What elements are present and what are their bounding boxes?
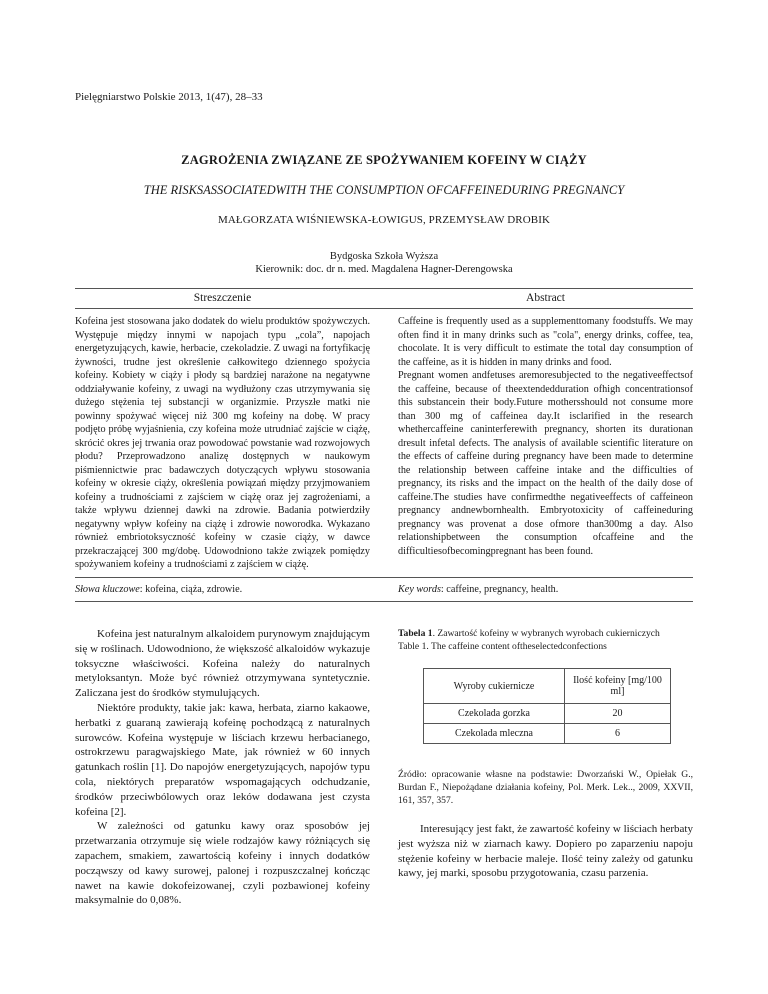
table-caption-pl-text: . Zawartość kofeiny w wybranych wyrobach cukierniczych xyxy=(432,628,660,639)
abstract-en-heading: Abstract xyxy=(526,292,565,304)
abstract-pl-text xyxy=(75,315,370,572)
abstract-top-rule xyxy=(75,288,693,289)
abstract-en-paragraph-2: Pregnant women andfetuses aremoresubjected to the negativeeffectsof the caffeine, because of theextendedduration ofhigh concentrationsof this substancein their body.Future mothersshould not consume more than 300 mg of caffeinea day.It isclarified in the research whethercaffeine caninterferewith pregnancy, shorten its durationan dresult infetal defects. The analysis of available scientific literature on the effects of caffeine during pregnancy have been made to determine the relationship between caffeine intake and the difficulties of pregnancy, its risks and the impact on the health of the daily dose of caffeine.The studies have confirmedthe negativeeffects of caffeineon pregnancy andnewbornhealth. Embryotoxicity of caffeineduring pregnancy was provenat a dose ofmore than300mg a day. Also relationshipbetween the consumption ofcaffeine and the difficultiesofbecomingpregnant has been found. xyxy=(398,370,693,557)
abstract-pl-paragraph: Kofeina jest stosowana jako dodatek do wielu produktów spożywczych. Występuje między innymi w napojach typu „cola”, napojach energetyzujących, kawie, herbacie, czekoladzie. Z uwagi na fortyfikację żywności, trudne jest określenie całkowitego dziennego spożycia kofeiny. Kobiety w ciąży i płody są bardziej narażone na negatywne oddziaływanie kofeiny, z uwagi na wydłużony czas utrzymywania się dużego stężenia tej substancji w organizmie. Przyszłe matki nie powinny spożywać więcej niż 300 mg kofeiny na dobę. W pracy podjęto próbę wyjaśnienia, czy kofeina może utrudniać zajście w ciążę, skrócić okres jej trwania oraz powodować powstanie wad rozwojowych płodu? Przeprowadzono analizę dostępnych w naukowym piśmiennictwie prac badawczych dotyczących wpływu stosowania kofeiny w okresie ciąży, określenia powiązań między przyjmowaniem kofeiny a trudnościami z zajściem w ciążę oraz jej zagrożeniami, a także wpływu dziennej dawki na zdrowie. Badania potwierdziły negatywny wpływ kofeiny na ciążę i zdrowie noworodka. Wykazano również embriotoksyczność kofeiny w czasie ciąży, w dawce przekraczającej 300 mg/dobę. Udowodniono także związek pomiędzy spożywaniem kofeiny a trudnościami z zajściem w ciążę. xyxy=(75,316,370,570)
table-row xyxy=(424,724,671,744)
affiliation-institution: Bydgoska Szkoła Wyższa xyxy=(329,251,439,262)
title-english: THE RISKSASSOCIATEDWITH THE CONSUMPTION OFCAFFEINEDURING PREGNANCY xyxy=(143,183,625,197)
body-paragraph-2: Niektóre produkty, takie jak: kawa, herbata, ziarno kakaowe, herbatki z guaraną zawierają kofeinę pochodzącą z naturalnych surowców. Kofeina występuje w liściach krzewu herbacianego, ostrokrzewu paragwajskiego Mate, jak również w 60 innych gatunkach roślin [1]. Do napojów energetyzujących, napojów typu cola, niektórych preparatów wspomagających odchudzanie, środków przeciwbólowych oraz leków dodawana jest czysta kofeina [2]. xyxy=(75,701,370,818)
affiliation-head: Kierownik: doc. dr n. med. Magdalena Hagner-Derengowska xyxy=(255,264,513,275)
body-paragraph-3: W zależności od gatunku kawy oraz sposobów jej przetwarzania otrzymuje się wiele rodzajów kawy różniących się zapachem, smakiem, zawartością kofeiny i innych dodatków począwszy od kawy surowej, palonej i rozpuszczalnej kończąc nawet na kawie dokofeizowanej, czyli pozbawionej kofeiny maksymalnie do 0,08%. xyxy=(75,820,370,907)
keywords-bottom-rule xyxy=(75,601,693,602)
journal-citation: Pielęgniarstwo Polskie 2013, 1(47), 28–33 xyxy=(75,91,263,103)
abstract-pl-heading: Streszczenie xyxy=(193,292,252,304)
authors: MAŁGORZATA WIŚNIEWSKA-ŁOWIGUS, PRZEMYSŁAW DROBIK xyxy=(217,214,550,226)
table-caption-pl xyxy=(398,628,693,641)
body-paragraph-4: Interesujący jest fakt, że zawartość kofeiny w liściach herbaty jest wyższa niż w ziarnach kawy. Dopiero po zaparzeniu napoju stężenie kofeiny w herbacie maleje. Ilość teiny zależy od gatunku kawy, jej marki, sposobu przygotowania, czasu parzenia. xyxy=(398,823,693,880)
body-right-column xyxy=(398,822,693,881)
caffeine-table xyxy=(423,668,671,744)
table-cell-product: Czekolada gorzka xyxy=(424,704,565,724)
abstract-en-paragraph-1: Caffeine is frequently used as a supplementtomany foodstuffs. We may often find it in many drinks such as "cola", energy drinks, coffee, tea, chocolate. It is very difficult to estimate the total day consumption of the caffeine, as it is hidden in many drinks and food. xyxy=(398,316,693,368)
table-header-caffeine: Ilość kofeiny [mg/100 ml] xyxy=(565,669,671,704)
keywords-en-values: : caffeine, pregnancy, health. xyxy=(440,584,559,595)
table-row xyxy=(424,704,671,724)
table-label: Tabela 1 xyxy=(398,628,433,639)
table-source: Źródło: opracowanie własne na podstawie: Dworzański W., Opiełak G., Burdan F., Niepożądane działania kofeiny, Pol. Merk. Lek.., 2009, XXVII, 161, 357, 357. xyxy=(398,769,693,806)
body-paragraph-1: Kofeina jest naturalnym alkaloidem purynowym znajdującym się w roślinach. Udowodniono, że większość alkaloidów wykazuje toksyczne właściwości. Kofeina należy do naturalnych metyloksantyn. Może być również otrzymywana syntetycznie. Zaliczana jest do środków stymulujących. xyxy=(75,628,370,700)
table-caption-en: Table 1. The caffeine content oftheselectedconfections xyxy=(398,640,607,652)
table-cell-product: Czekolada mleczna xyxy=(424,724,565,744)
keywords-pl-label: Słowa kluczowe xyxy=(75,584,140,595)
keywords-pl xyxy=(75,584,370,595)
keywords-top-rule xyxy=(75,577,693,578)
keywords-en-label: Key words xyxy=(398,584,441,595)
table-header-product: Wyroby cukiernicze xyxy=(424,669,565,704)
keywords-pl-values: : kofeina, ciąża, zdrowie. xyxy=(139,584,243,595)
table-header-row xyxy=(424,669,671,704)
abstract-en-text xyxy=(398,315,693,558)
title-polish: ZAGROŻENIA ZWIĄZANE ZE SPOŻYWANIEM KOFEINY W CIĄŻY xyxy=(181,153,587,167)
abstract-heading-rule xyxy=(75,308,693,309)
table-caption xyxy=(398,628,693,653)
table-cell-value: 20 xyxy=(565,704,671,724)
table-cell-value: 6 xyxy=(565,724,671,744)
keywords-en xyxy=(398,584,693,595)
body-left-column xyxy=(75,627,370,908)
